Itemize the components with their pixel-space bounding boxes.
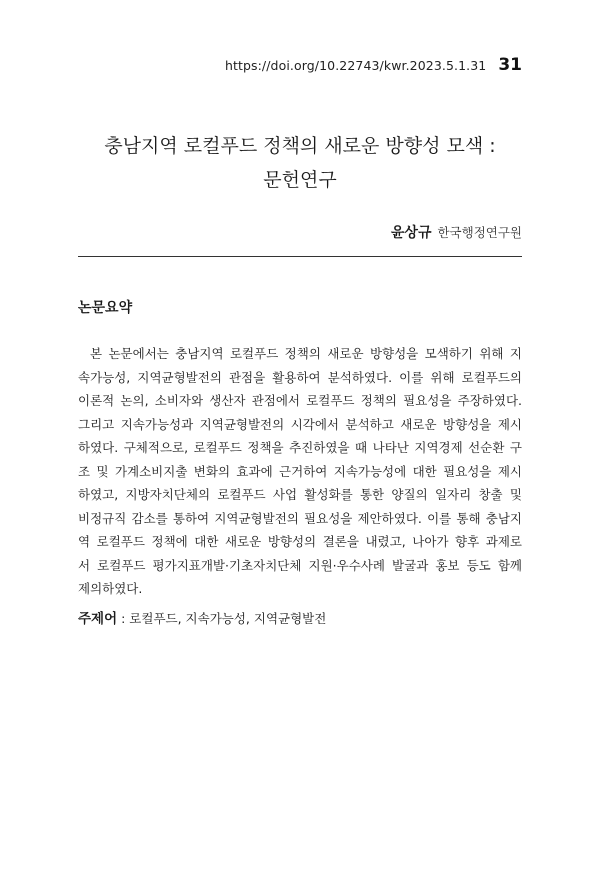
abstract-line: 이론적 논의, 소비자와 생산자 관점에서 로컬푸드 정책의 필요성을 주장하였다. [78,393,522,408]
abstract-line: 제의하였다. [78,581,143,596]
author-block [391,222,522,242]
abstract-line: 서 로컬푸드 평가지표개발·기초자치단체 지원·우수사례 발굴과 홍보 등도 함께 [78,557,522,573]
abstract-line: 본 논문에서는 충남지역 로컬푸드 정책의 새로운 방향성을 모색하기 위해 지 [90,346,522,361]
keywords-text: 로컬푸드, 지속가능성, 지역균형발전 [129,611,327,626]
keywords-label: 주제어 [78,611,118,627]
abstract-line: 하였다. 구체적으로, 로컬푸드 정책을 추진하였을 때 나타난 지역경제 선순환 구 [78,440,522,455]
author-affiliation: 한국행정연구원 [437,225,522,240]
abstract-heading: 논문요약 [78,300,133,316]
abstract-line: 그리고 지속가능성과 지역균형발전의 시각에서 분석하고 새로운 방향성을 제시 [78,416,522,432]
keywords-separator: : [117,611,130,626]
page-header [225,55,522,75]
title-line-2: 문헌연구 [263,169,337,191]
title-divider [78,256,522,257]
abstract-line: 하였고, 지방자치단체의 로컬푸드 사업 활성화를 통한 양질의 일자리 창출 및 [78,487,522,502]
title-line-1: 충남지역 로컬푸드 정책의 새로운 방향성 모색 : [104,135,496,157]
abstract-line: 역 로컬푸드 정책에 대한 새로운 방향성의 결론을 내렸고, 나아가 향후 과제로 [78,534,522,549]
author-name: 윤상규 [390,225,432,241]
page-number: 31 [498,55,522,75]
abstract-line: 속가능성, 지역균형발전의 관점을 활용하여 분석하였다. 이를 위해 로컬푸드의 [78,369,522,385]
doi-link[interactable]: https://doi.org/10.22743/kwr.2023.5.1.31 [224,58,487,73]
abstract-line: 조 및 가계소비지출 변화의 효과에 근거하여 지속가능성에 대한 필요성을 제시 [78,463,522,479]
paper-title [0,129,600,197]
keywords-row [78,607,326,627]
abstract-line: 비정규직 감소를 통하여 지역균형발전의 필요성을 제안하였다. 이를 통해 충남지 [78,510,522,526]
abstract-body [78,342,522,601]
